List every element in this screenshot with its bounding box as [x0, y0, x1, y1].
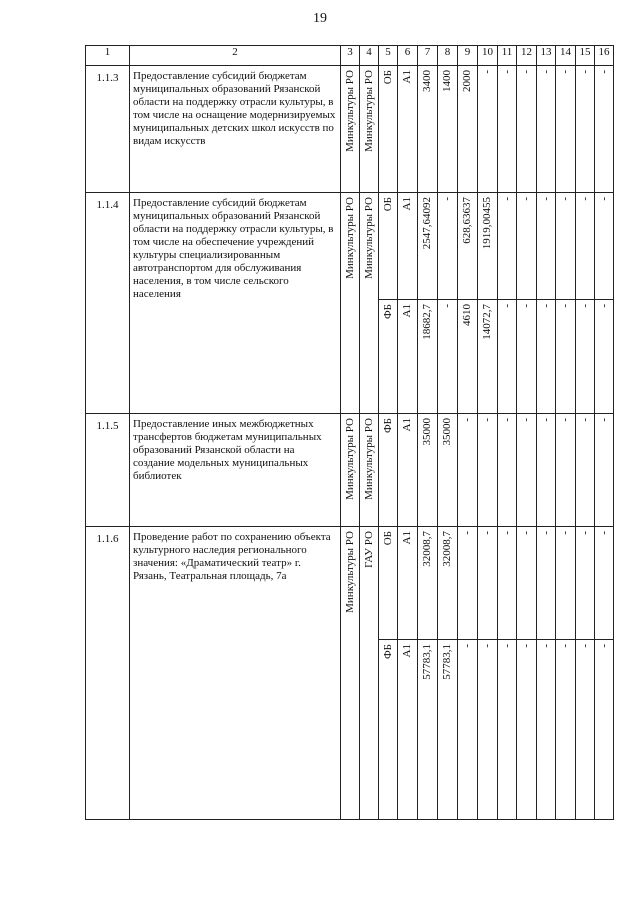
participant-cell — [360, 414, 379, 527]
table-row — [86, 193, 614, 300]
column-header: 11 — [498, 46, 517, 66]
total-value: 3400 — [421, 70, 433, 92]
year-value-cell — [458, 527, 478, 640]
responsible-executor: Минкультуры РО — [343, 197, 356, 279]
year-value: 4610 — [461, 304, 473, 326]
year-value-cell — [458, 66, 478, 193]
code-cell — [398, 66, 418, 193]
row-description: Предоставление субсидий бюджетам муниципальных образований Рязанской области на поддержку отрасли культуры, в том числе на оснащение модернизируемых муниципальных детских школ искусств по видам искусств — [130, 66, 341, 193]
year-value-cell — [438, 527, 458, 640]
year-value: - — [597, 418, 610, 422]
year-value-cell — [556, 300, 576, 414]
column-header: 10 — [478, 46, 498, 66]
year-value-cell — [537, 193, 556, 300]
year-value-cell — [537, 414, 556, 527]
row-number: 1.1.4 — [86, 193, 130, 414]
year-value: - — [481, 531, 493, 535]
year-value-cell — [537, 66, 556, 193]
code: А1 — [401, 418, 413, 432]
year-value-cell — [556, 414, 576, 527]
column-header: 14 — [556, 46, 576, 66]
column-header: 2 — [130, 46, 341, 66]
year-value: - — [520, 531, 532, 535]
responsible-executor: Минкультуры РО — [343, 418, 356, 500]
year-value: 1919,00455 — [481, 197, 493, 250]
year-value-cell — [537, 527, 556, 640]
year-value-cell — [556, 527, 576, 640]
row-number: 1.1.3 — [86, 66, 130, 193]
column-header: 9 — [458, 46, 478, 66]
year-value-cell — [478, 640, 498, 820]
header-row — [86, 46, 614, 66]
column-header: 12 — [517, 46, 537, 66]
total-value-cell — [418, 300, 438, 414]
column-header: 4 — [360, 46, 379, 66]
year-value-cell — [478, 300, 498, 414]
year-value-cell — [595, 414, 614, 527]
table-row — [86, 66, 614, 193]
year-value-cell — [517, 300, 537, 414]
participant-cell — [360, 66, 379, 193]
code-cell — [398, 527, 418, 640]
year-value-cell — [458, 300, 478, 414]
total-value-cell — [418, 414, 438, 527]
year-value-cell — [458, 414, 478, 527]
year-value-cell — [498, 300, 517, 414]
funding-source: ОБ — [381, 70, 394, 85]
year-value: 1400 — [441, 70, 453, 92]
year-value-cell — [438, 414, 458, 527]
year-value: - — [597, 304, 610, 308]
year-value: - — [559, 70, 571, 74]
year-value-cell — [595, 640, 614, 820]
total-value: 32008,7 — [421, 531, 433, 567]
year-value: - — [539, 304, 552, 308]
year-value-cell — [498, 193, 517, 300]
total-value: 18682,7 — [421, 304, 433, 340]
year-value: - — [500, 70, 513, 74]
year-value: - — [539, 197, 552, 201]
funding-source-cell — [379, 527, 398, 640]
year-value-cell — [517, 193, 537, 300]
column-header: 15 — [576, 46, 595, 66]
year-value: - — [500, 531, 513, 535]
total-value: 2547,64092 — [421, 197, 433, 250]
code: А1 — [401, 644, 413, 658]
year-value: - — [578, 304, 591, 308]
column-header: 5 — [379, 46, 398, 66]
column-header: 8 — [438, 46, 458, 66]
year-value: - — [441, 304, 453, 308]
year-value: - — [559, 197, 571, 201]
total-value: 35000 — [421, 418, 433, 446]
year-value-cell — [576, 527, 595, 640]
budget-table — [85, 45, 614, 820]
page-number: 19 — [313, 11, 327, 26]
year-value-cell — [517, 640, 537, 820]
year-value: - — [559, 644, 571, 648]
code: А1 — [401, 531, 413, 545]
column-header: 1 — [86, 46, 130, 66]
participant: Минкультуры РО — [362, 418, 375, 500]
column-header: 7 — [418, 46, 438, 66]
year-value-cell — [517, 66, 537, 193]
row-description: Проведение работ по сохранению объекта культурного наследия регионального значения: «Драматический театр» г. Рязань, Театральная площадь, 7а — [130, 527, 341, 820]
responsible-executor-cell — [341, 527, 360, 820]
year-value: - — [520, 644, 532, 648]
code-cell — [398, 300, 418, 414]
year-value: - — [500, 304, 513, 308]
funding-source-cell — [379, 66, 398, 193]
year-value: - — [578, 70, 591, 74]
participant-cell — [360, 527, 379, 820]
year-value: - — [500, 418, 513, 422]
code: А1 — [401, 197, 413, 211]
funding-source-cell — [379, 300, 398, 414]
participant-cell — [360, 193, 379, 414]
responsible-executor-cell — [341, 193, 360, 414]
column-header: 16 — [595, 46, 614, 66]
year-value-cell — [556, 193, 576, 300]
year-value: 14072,7 — [481, 304, 493, 340]
year-value: - — [597, 70, 610, 74]
year-value: - — [539, 70, 552, 74]
column-header: 13 — [537, 46, 556, 66]
year-value: - — [559, 531, 571, 535]
year-value-cell — [537, 300, 556, 414]
column-header: 6 — [398, 46, 418, 66]
year-value: - — [520, 70, 532, 74]
row-number: 1.1.6 — [86, 527, 130, 820]
year-value: - — [539, 644, 552, 648]
year-value-cell — [556, 640, 576, 820]
year-value-cell — [595, 300, 614, 414]
year-value-cell — [576, 66, 595, 193]
year-value-cell — [498, 527, 517, 640]
responsible-executor: Минкультуры РО — [343, 70, 356, 152]
year-value: - — [597, 644, 610, 648]
year-value: - — [520, 418, 532, 422]
responsible-executor: Минкультуры РО — [343, 531, 356, 613]
year-value: - — [597, 531, 610, 535]
total-value-cell — [418, 527, 438, 640]
funding-source: ФБ — [381, 304, 394, 320]
year-value: - — [559, 304, 571, 308]
year-value: - — [559, 418, 571, 422]
funding-source: ОБ — [381, 197, 394, 212]
year-value-cell — [498, 640, 517, 820]
year-value: - — [461, 531, 473, 535]
year-value-cell — [595, 193, 614, 300]
year-value-cell — [595, 66, 614, 193]
year-value-cell — [517, 527, 537, 640]
total-value: 57783,1 — [421, 644, 433, 680]
year-value: - — [500, 644, 513, 648]
funding-source: ФБ — [381, 644, 394, 660]
year-value-cell — [478, 193, 498, 300]
year-value-cell — [556, 66, 576, 193]
funding-source: ФБ — [381, 418, 394, 434]
year-value-cell — [438, 300, 458, 414]
year-value: 57783,1 — [441, 644, 453, 680]
year-value-cell — [576, 300, 595, 414]
year-value: - — [578, 531, 591, 535]
year-value: - — [520, 304, 532, 308]
year-value: - — [539, 531, 552, 535]
participant: Минкультуры РО — [362, 197, 375, 279]
year-value-cell — [498, 414, 517, 527]
code: А1 — [401, 70, 413, 84]
total-value-cell — [418, 66, 438, 193]
year-value-cell — [438, 66, 458, 193]
funding-source-cell — [379, 640, 398, 820]
code: А1 — [401, 304, 413, 318]
year-value: - — [578, 197, 591, 201]
year-value-cell — [478, 527, 498, 640]
row-number: 1.1.5 — [86, 414, 130, 527]
row-description: Предоставление субсидий бюджетам муниципальных образований Рязанской области на поддержку отрасли культуры, в том числе на обеспечение учреждений культуры специализированным автотранспортом для обслуживания населения, в том числе сельского населения — [130, 193, 341, 414]
funding-source-cell — [379, 193, 398, 300]
table-row — [86, 527, 614, 640]
code-cell — [398, 193, 418, 300]
funding-source: ОБ — [381, 531, 394, 546]
year-value-cell — [478, 66, 498, 193]
table-row — [86, 414, 614, 527]
year-value: 628,63637 — [461, 197, 473, 244]
year-value: 32008,7 — [441, 531, 453, 567]
year-value-cell — [576, 414, 595, 527]
year-value-cell — [517, 414, 537, 527]
row-description: Предоставление иных межбюджетных трансфертов бюджетам муниципальных образований Рязанской области на создание модельных муниципальных библиотек — [130, 414, 341, 527]
code-cell — [398, 414, 418, 527]
year-value-cell — [478, 414, 498, 527]
year-value-cell — [576, 640, 595, 820]
year-value: - — [441, 197, 453, 201]
year-value: - — [481, 418, 493, 422]
participant: Минкультуры РО — [362, 70, 375, 152]
year-value: - — [578, 644, 591, 648]
year-value: - — [500, 197, 513, 201]
year-value: - — [597, 197, 610, 201]
year-value: - — [461, 418, 473, 422]
year-value: - — [481, 70, 493, 74]
year-value-cell — [498, 66, 517, 193]
year-value-cell — [537, 640, 556, 820]
year-value: - — [578, 418, 591, 422]
year-value: 35000 — [441, 418, 453, 446]
year-value-cell — [438, 193, 458, 300]
responsible-executor-cell — [341, 414, 360, 527]
year-value: 2000 — [461, 70, 473, 92]
year-value-cell — [458, 640, 478, 820]
year-value-cell — [576, 193, 595, 300]
year-value: - — [520, 197, 532, 201]
participant: ГАУ РО — [362, 531, 375, 568]
year-value: - — [481, 644, 493, 648]
column-header: 3 — [341, 46, 360, 66]
year-value: - — [539, 418, 552, 422]
code-cell — [398, 640, 418, 820]
total-value-cell — [418, 640, 438, 820]
year-value-cell — [438, 640, 458, 820]
responsible-executor-cell — [341, 66, 360, 193]
year-value-cell — [595, 527, 614, 640]
year-value-cell — [458, 193, 478, 300]
funding-source-cell — [379, 414, 398, 527]
total-value-cell — [418, 193, 438, 300]
year-value: - — [461, 644, 473, 648]
